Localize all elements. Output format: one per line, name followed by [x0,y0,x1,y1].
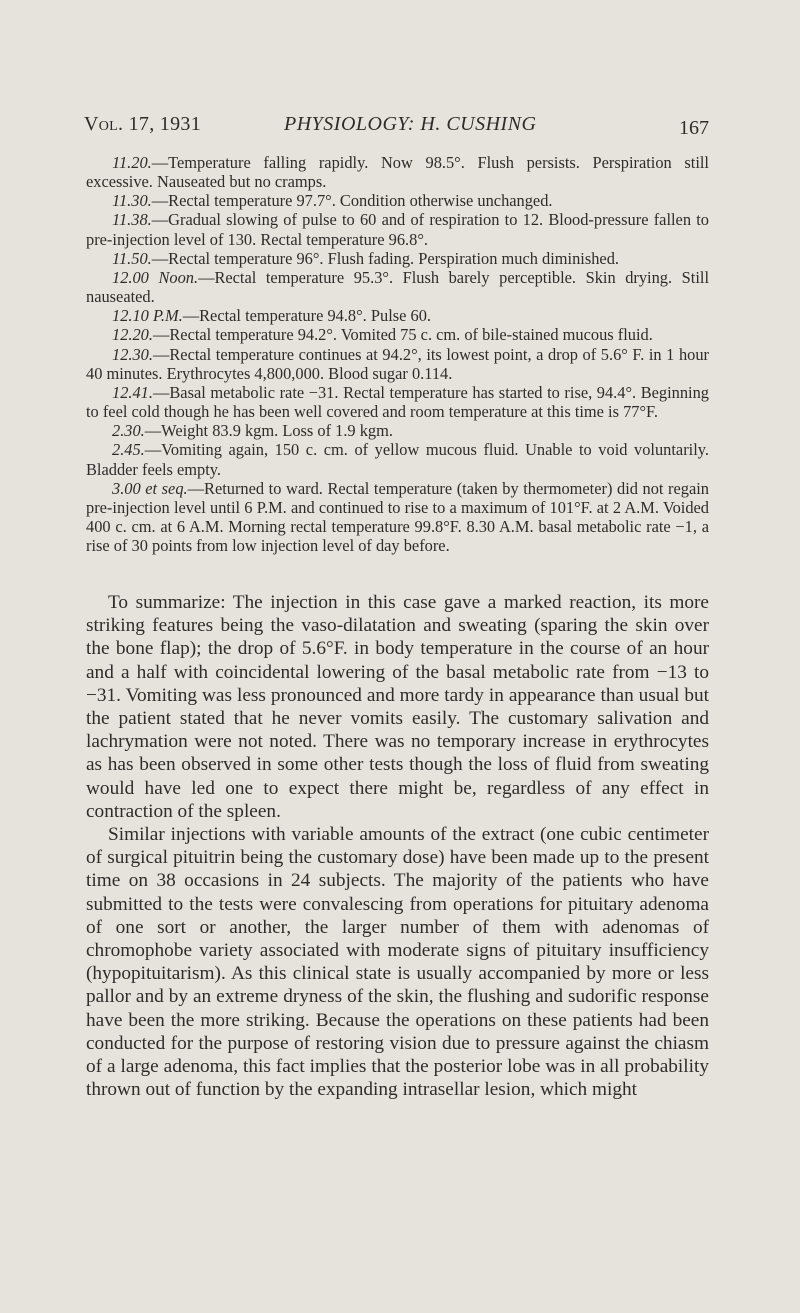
log-text: —Rectal temperature 96°. Flush fading. Perspiration much diminished. [151,248,619,268]
log-text: —Gradual slowing of pulse to 60 and of respiration to 12. Blood-pressure fallen to pre-injection level of 130. Rectal temperature 96.8°. [86,210,709,249]
log-entry [86,268,709,306]
summary-paragraph: Similar injections with variable amounts of the extract (one cubic centimeter of surgical pituitrin being the customary dose) have been made up to the present time on 38 occasions in 24 subjects. The majority of the patients who have submitted to the tests were convalescing from operations for pituitary adenoma of one sort or another, the larger number of them with adenomas of chromophobe variety associated with moderate signs of pituitary insufficiency (hypopituitarism). As this clinical state is usually accompanied by more or less pallor and by an extreme dryness of the skin, the flushing and sudorific response have been the more striking. Because the operations on these patients had been conducted for the purpose of restoring vision due to pressure against the chiasm of a large adenoma, this fact implies that the posterior lobe was in all probability thrown out of function by the expanding intrasellar lesion, which might [86,824,709,1101]
log-text: —Temperature falling rapidly. Now 98.5°. Flush persists. Perspiration still excessive. Nauseated but no cramps. [86,153,709,192]
log-time: 11.38. [112,210,152,230]
log-time: 2.30. [112,421,145,441]
log-text: —Vomiting again, 150 c. cm. of yellow mucous fluid. Unable to void voluntarily. Bladder feels empty. [86,440,709,479]
log-entry [86,345,709,383]
log-entry [86,440,709,478]
log-entry [86,421,709,440]
protocol-log [86,153,709,555]
log-text: —Returned to ward. Rectal temperature (taken by thermometer) did not regain pre-injection level until 6 P.M. and continued to rise to a maximum of 101°F. at 2 A.M. Voided 400 c. cm. at 6 A.M. Morning rectal temperature 99.8°F. 8.30 A.M. basal metabolic rate −1, a rise of 30 points from low injection level of day before. [86,478,709,556]
log-text: —Rectal temperature 97.7°. Condition otherwise unchanged. [151,191,553,211]
log-text: —Weight 83.9 kgm. Loss of 1.9 kgm. [144,421,393,441]
log-time: 3.00 et seq. [112,478,188,498]
log-time: 12.10 P.M. [112,306,183,326]
log-time: 12.00 Noon. [112,267,199,287]
log-time: 12.41. [112,382,153,402]
page-number: 167 [679,117,709,139]
log-time: 11.50. [112,248,152,268]
log-text: —Rectal temperature 94.8°. Pulse 60. [182,306,431,326]
log-time: 12.20. [112,325,153,345]
log-text: —Basal metabolic rate −31. Rectal temperature has started to rise, 94.4°. Beginning to feel cold though he has been well covered and room temperature at this time is 77°F. [86,382,709,422]
log-entry [86,383,709,421]
summary-paragraph: To summarize: The injection in this case gave a marked reaction, its more striking features being the vaso-dilatation and sweating (sparing the skin over the bone flap); the drop of 5.6°F. in body temperature in the course of an hour and a half with coincidental lowering of the basal metabolic rate from −13 to −31. Vomiting was less pronounced and more tardy in appearance than usual but the patient stated that he never vomits easily. The customary salivation and lachrymation were not noted. There was no temporary increase in erythrocytes as has been observed in some other tests though the loss of fluid from sweating would have led one to expect there might be, regardless of any effect in contraction of the spleen. [86,592,709,822]
log-text: —Rectal temperature 94.2°. Vomited 75 c. cm. of bile-stained mucous fluid. [152,325,653,345]
log-entry [86,306,709,325]
log-entry [86,210,709,248]
log-text: —Rectal temperature 95.3°. Flush barely perceptible. Skin drying. Still nauseated. [86,267,709,307]
log-time: 12.30. [112,344,153,364]
log-entry [86,191,709,210]
running-header [84,113,709,137]
log-time: 11.30. [112,191,152,211]
log-entry [86,325,709,344]
log-time: 11.20. [112,153,152,172]
summary-body [86,591,709,1101]
volume-label: Vol. 17, 1931 [84,113,202,135]
log-text: —Rectal temperature continues at 94.2°, its lowest point, a drop of 5.6° F. in 1 hour 40 minutes. Erythrocytes 4,800,000. Blood sugar 0.114. [86,344,709,383]
running-title: PHYSIOLOGY: H. CUSHING [284,113,537,135]
log-entry [86,153,709,191]
log-time: 2.45. [112,440,145,460]
log-entry [86,249,709,268]
log-entry [86,479,709,556]
